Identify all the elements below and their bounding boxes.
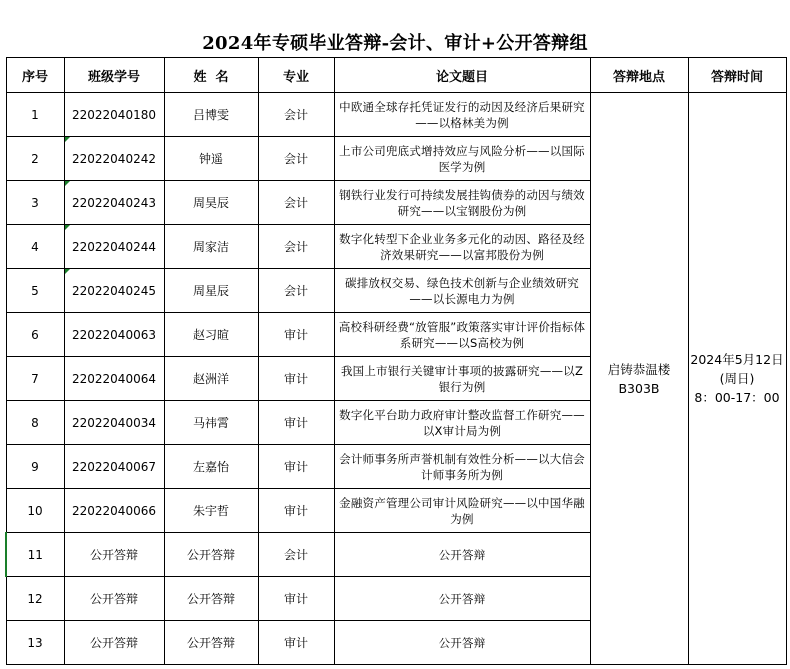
cell-student-id[interactable] — [64, 225, 164, 269]
cell-major[interactable]: 审计 — [258, 577, 334, 621]
cell-no[interactable]: 6 — [6, 313, 64, 357]
time-line3: 8：00-17：00 — [694, 390, 780, 405]
location-line1: 启铸恭温楼 — [607, 361, 671, 377]
header-time[interactable]: 答辩时间 — [688, 58, 786, 93]
cell-major[interactable]: 审计 — [258, 357, 334, 401]
cell-no[interactable]: 5 — [6, 269, 64, 313]
cell-no[interactable]: 10 — [6, 489, 64, 533]
cell-name[interactable]: 吕博雯 — [164, 93, 258, 137]
cell-topic[interactable]: 金融资产管理公司审计风险研究——以中国华融为例 — [334, 489, 590, 533]
header-student-id[interactable]: 班级学号 — [64, 58, 164, 93]
defense-schedule-table — [5, 57, 787, 665]
header-name[interactable]: 姓 名 — [164, 58, 258, 93]
cell-student-id[interactable]: 22022040066 — [64, 489, 164, 533]
cell-no[interactable]: 11 — [6, 533, 64, 577]
cell-topic[interactable]: 碳排放权交易、绿色技术创新与企业绩效研究——以长源电力为例 — [334, 269, 590, 313]
cell-student-id[interactable]: 22022040180 — [64, 93, 164, 137]
cell-student-id[interactable]: 公开答辩 — [64, 621, 164, 665]
cell-topic[interactable]: 中欧通全球存托凭证发行的动因及经济后果研究——以格林美为例 — [334, 93, 590, 137]
sheet-title: 2024年专硕毕业答辩-会计、审计+公开答辩组 — [202, 33, 588, 54]
header-topic[interactable]: 论文题目 — [334, 58, 590, 93]
cell-time[interactable] — [688, 93, 786, 665]
cell-name[interactable]: 马祎霄 — [164, 401, 258, 445]
cell-student-id[interactable]: 22022040064 — [64, 357, 164, 401]
student-id-text: 22022040244 — [72, 239, 156, 254]
cell-no[interactable]: 13 — [6, 621, 64, 665]
cell-name[interactable]: 周星辰 — [164, 269, 258, 313]
cell-topic[interactable]: 数字化转型下企业业务多元化的动因、路径及经济效果研究——以富邦股份为例 — [334, 225, 590, 269]
cell-topic[interactable]: 钢铁行业发行可持续发展挂钩债券的动因与绩效研究——以宝钢股份为例 — [334, 181, 590, 225]
cell-topic[interactable]: 上市公司兜底式增持效应与风险分析——以国际医学为例 — [334, 137, 590, 181]
header-location[interactable]: 答辩地点 — [590, 58, 688, 93]
cell-student-id[interactable]: 22022040067 — [64, 445, 164, 489]
cell-no[interactable]: 9 — [6, 445, 64, 489]
comment-flag-icon — [65, 269, 70, 274]
cell-major[interactable]: 会计 — [258, 137, 334, 181]
cell-location[interactable] — [590, 93, 688, 665]
cell-name[interactable]: 公开答辩 — [164, 577, 258, 621]
cell-student-id[interactable]: 公开答辩 — [64, 533, 164, 577]
cell-topic[interactable]: 公开答辩 — [334, 621, 590, 665]
cell-major[interactable]: 会计 — [258, 181, 334, 225]
comment-flag-icon — [65, 137, 70, 142]
location-line2: B303B — [618, 380, 660, 396]
cell-major[interactable]: 会计 — [258, 93, 334, 137]
cell-major[interactable]: 会计 — [258, 533, 334, 577]
cell-student-id[interactable] — [64, 269, 164, 313]
cell-no[interactable]: 8 — [6, 401, 64, 445]
cell-student-id[interactable] — [64, 137, 164, 181]
cell-name[interactable]: 周昊辰 — [164, 181, 258, 225]
cell-student-id[interactable]: 22022040034 — [64, 401, 164, 445]
cell-name[interactable]: 朱宇哲 — [164, 489, 258, 533]
cell-major[interactable]: 审计 — [258, 401, 334, 445]
cell-topic[interactable]: 公开答辩 — [334, 533, 590, 577]
cell-topic[interactable]: 数字化平台助力政府审计整改监督工作研究——以X审计局为例 — [334, 401, 590, 445]
student-id-text: 22022040243 — [72, 195, 156, 210]
cell-name[interactable]: 左嘉怡 — [164, 445, 258, 489]
cell-student-id[interactable] — [64, 181, 164, 225]
cell-name[interactable]: 公开答辩 — [164, 533, 258, 577]
cell-name[interactable]: 公开答辩 — [164, 621, 258, 665]
student-id-text: 22022040245 — [72, 283, 156, 298]
header-no[interactable]: 序号 — [6, 58, 64, 93]
cell-student-id[interactable]: 22022040063 — [64, 313, 164, 357]
cell-no[interactable]: 4 — [6, 225, 64, 269]
cell-topic[interactable]: 高校科研经费“放管服”政策落实审计评价指标体系研究——以S高校为例 — [334, 313, 590, 357]
cell-major[interactable]: 会计 — [258, 269, 334, 313]
cell-no[interactable]: 1 — [6, 93, 64, 137]
cell-name[interactable]: 周家洁 — [164, 225, 258, 269]
cell-name[interactable]: 赵洲洋 — [164, 357, 258, 401]
cell-student-id[interactable]: 公开答辩 — [64, 577, 164, 621]
cell-major[interactable]: 审计 — [258, 621, 334, 665]
comment-flag-icon — [65, 181, 70, 186]
cell-name[interactable]: 钟遥 — [164, 137, 258, 181]
cell-major[interactable]: 审计 — [258, 445, 334, 489]
cell-major[interactable]: 会计 — [258, 225, 334, 269]
cell-no[interactable]: 2 — [6, 137, 64, 181]
table-row — [6, 93, 786, 137]
cell-topic[interactable]: 公开答辩 — [334, 577, 590, 621]
student-id-text: 22022040242 — [72, 151, 156, 166]
header-major[interactable]: 专业 — [258, 58, 334, 93]
cell-major[interactable]: 审计 — [258, 489, 334, 533]
cell-no[interactable]: 3 — [6, 181, 64, 225]
time-line1: 2024年5月12日 — [690, 352, 784, 367]
comment-flag-icon — [65, 225, 70, 230]
header-row — [6, 58, 786, 93]
cell-topic[interactable]: 会计师事务所声誉机制有效性分析——以大信会计师事务所为例 — [334, 445, 590, 489]
cell-name[interactable]: 赵习暄 — [164, 313, 258, 357]
cell-no[interactable]: 12 — [6, 577, 64, 621]
cell-topic[interactable]: 我国上市银行关键审计事项的披露研究——以Z银行为例 — [334, 357, 590, 401]
cell-no[interactable]: 7 — [6, 357, 64, 401]
time-line2: (周日) — [719, 371, 755, 386]
cell-major[interactable]: 审计 — [258, 313, 334, 357]
